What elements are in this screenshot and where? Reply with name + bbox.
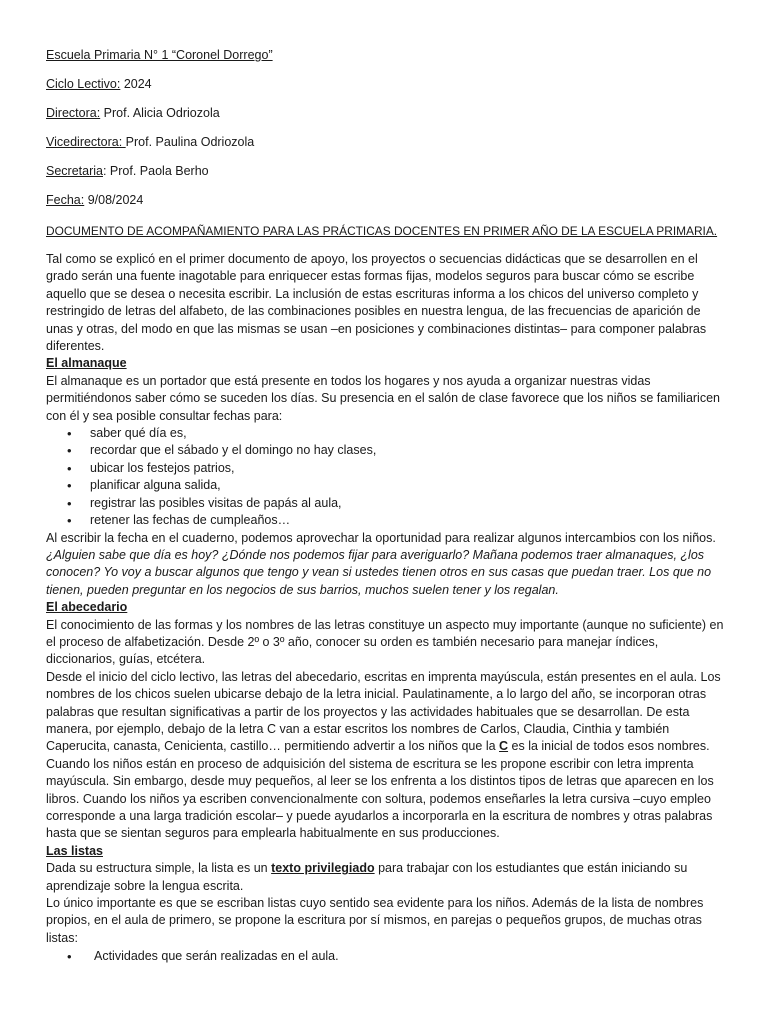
almanaque-list <box>46 425 726 529</box>
fecha-label: Fecha: <box>46 193 85 207</box>
list-item: • Actividades que serán realizadas en el aula. <box>46 948 726 965</box>
document-title: DOCUMENTO DE ACOMPAÑAMIENTO PARA LAS PRÁCTICAS DOCENTES EN PRIMER AÑO DE LA ESCUELA PRIMARIA. <box>46 224 718 238</box>
listas-paragraph-2: Lo único importante es que se escriban listas cuyo sentido sea evidente para los niños. Además de la lista de nombres propios, en el aula de primero, se propone la escritura por sí mismos, en parejas o pequeños grupos, de muchas otras listas: <box>46 896 704 945</box>
abecedario-paragraph-2 <box>46 669 726 756</box>
listas-text-b: para trabajar con los estudiantes que están iniciando su aprendizaje sobre la lengua escrita. <box>46 861 688 893</box>
almanaque-dialogue: ¿Alguien sabe que día es hoy? ¿Dónde nos podemos fijar para averiguarlo? Mañana podemos traer almanaques, ¿los conocen? Yo voy a buscar algunos que tengo y vean si ustedes tienen otros en sus casas que puedan traer. Los que no tienen, pueden preguntar en los negocios de sus barrios, muchos suelen tener y los regalan. <box>46 547 712 597</box>
section-heading-abecedario: El abecedario <box>46 600 128 615</box>
vicedirectora-label: Vicedirectora: <box>46 135 126 149</box>
secretaria-value: : Prof. Paola Berho <box>102 164 209 178</box>
almanaque-paragraph-2 <box>46 530 726 600</box>
almanaque-paragraph: El almanaque es un portador que está presente en todos los hogares y nos ayuda a organizar nuestras vidas permitiéndonos saber cómo se suceden los días. Su presencia en el salón de clase favorece que los niños se familiaricen con él y sea posible consultar fechas para: <box>46 373 720 423</box>
abecedario-text-a: Desde el inicio del ciclo lectivo, las letras del abecedario, escritas en imprenta mayúscula, están presentes en el aula. Los nombres de los chicos suelen ubicarse debajo de la letra inicial. Paulatinamente, a lo largo del año, se incorporan otras palabras que resultan significativas a partir de los proyectos y las actividades habituales que se desarrollan. De esta manera, por ejemplo, debajo de la letra C van a estar escritos los nombres de Carlos, Claudia, Cinthia y también Caperucita, canasta, Cenicienta, castillo… permitiendo advertir a los niños que la <box>46 669 721 754</box>
abecedario-paragraph-1: El conocimiento de las formas y los nombres de las letras constituye un aspecto muy importante (aunque no suficiente) en el proceso de alfabetización. Desde 2º o 3º año, conocer su orden es también necesario para manejar índices, diccionarios, guías, etcétera. <box>46 617 724 667</box>
list-item: • registrar las posibles visitas de papás al aula, <box>46 495 726 512</box>
vicedirectora-value: Prof. Paulina Odriozola <box>125 135 255 149</box>
fecha-line <box>46 192 143 208</box>
abecedario-paragraph-3: Cuando los niños están en proceso de adquisición del sistema de escritura se les propone escribir con letra imprenta mayúscula. Sin embargo, desde muy pequeños, al leer se los enfrenta a los distintos tipos de letras que aparecen en los libros. Cuando los niños ya escriben convencionalmente con soltura, podemos enseñarles la letra cursiva –cuyo empleo corresponde a una larga tradición escolar– y puede ayudarlos a incorporarla en la escritura de nombres y otras palabras hasta que se sientan seguros para emplearla habitualmente en sus producciones. <box>46 756 714 841</box>
letter-c-highlight: C <box>499 739 509 754</box>
abecedario-text-b: es la inicial de todos esos nombres. <box>508 739 710 754</box>
list-item: • planificar alguna salida, <box>46 477 726 494</box>
school-name: Escuela Primaria N° 1 “Coronel Dorrego” <box>46 48 273 62</box>
ciclo-lectivo-label: Ciclo Lectivo: <box>46 77 121 91</box>
listas-text-a: Dada su estructura simple, la lista es un <box>46 861 272 876</box>
document-body <box>46 251 726 966</box>
directora-line <box>46 105 220 121</box>
ciclo-lectivo-value: 2024 <box>120 77 152 91</box>
texto-privilegiado-highlight: texto privilegiado <box>271 861 375 876</box>
directora-label: Directora: <box>46 106 101 120</box>
fecha-value: 9/08/2024 <box>84 193 144 207</box>
vicedirectora-line <box>46 134 254 150</box>
listas-paragraph-1 <box>46 860 726 895</box>
almanaque-intro-text: Al escribir la fecha en el cuaderno, podemos aprovechar la oportunidad para realizar algunos intercambios con los niños. <box>46 530 716 545</box>
secretaria-label: Secretaria <box>46 164 103 178</box>
ciclo-lectivo-line <box>46 76 152 92</box>
intro-paragraph: Tal como se explicó en el primer documento de apoyo, los proyectos o secuencias didácticas que se desarrollen en el grado serán una fuente inagotable para enriquecer estas formas fijas, modelos seguros para buscar cómo se escribe aquello que se desea o necesita escribir. La inclusión de estas escrituras informa a los chicos del universo completo y restringido de letras del alfabeto, de las combinaciones posibles en nuestra lengua, de las frecuencias de aparición de unas y otras, del modo en que las mismas se usan –en posiciones y combinaciones distintas– para componer palabras diferentes. <box>46 252 707 354</box>
list-item: • saber qué día es, <box>46 425 726 442</box>
section-heading-listas: Las listas <box>46 843 103 858</box>
section-heading-almanaque: El almanaque <box>46 356 127 371</box>
secretaria-line <box>46 163 209 179</box>
list-item: • retener las fechas de cumpleaños… <box>46 512 726 529</box>
list-item: • recordar que el sábado y el domingo no hay clases, <box>46 442 726 459</box>
list-item: • ubicar los festejos patrios, <box>46 460 726 477</box>
directora-value: Prof. Alicia Odriozola <box>100 106 220 120</box>
listas-list <box>46 948 726 965</box>
